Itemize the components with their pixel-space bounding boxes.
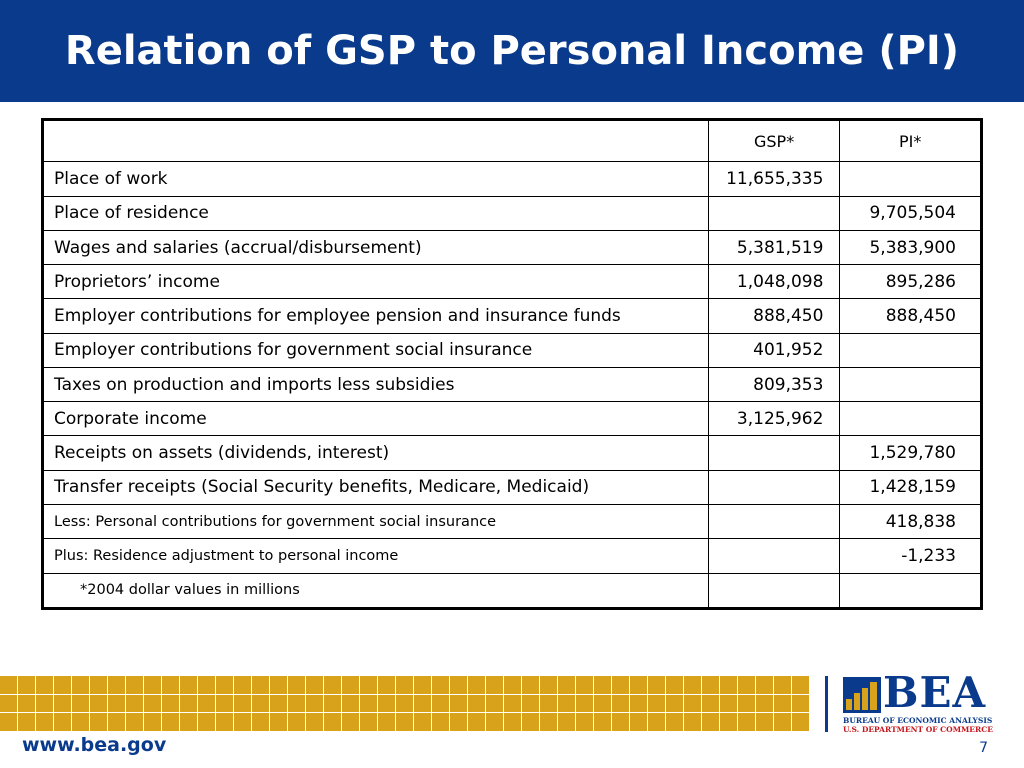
grid-square: [702, 676, 720, 695]
grid-square: [666, 695, 684, 714]
grid-square: [378, 713, 396, 732]
grid-square: [630, 713, 648, 732]
grid-square: [36, 695, 54, 714]
grid-square: [90, 676, 108, 695]
table-row: [43, 196, 982, 230]
row-gsp: 809,353: [708, 367, 840, 401]
grid-square: [630, 676, 648, 695]
grid-square: [180, 676, 198, 695]
grid-square: [18, 676, 36, 695]
grid-square: [486, 676, 504, 695]
grid-square: [126, 676, 144, 695]
grid-square: [450, 676, 468, 695]
row-gsp: 11,655,335: [708, 162, 840, 196]
grid-square: [216, 713, 234, 732]
row-gsp: [708, 505, 840, 539]
grid-square: [414, 713, 432, 732]
row-pi: 9,705,504: [840, 196, 982, 230]
grid-square: [0, 713, 18, 732]
grid-square: [108, 676, 126, 695]
grid-square: [522, 676, 540, 695]
decorative-gold-grid: [0, 676, 810, 732]
row-gsp: 1,048,098: [708, 265, 840, 299]
grid-square: [360, 713, 378, 732]
grid-square: [306, 676, 324, 695]
grid-square: [234, 713, 252, 732]
grid-square: [630, 695, 648, 714]
table-row: [43, 162, 982, 196]
grid-square: [144, 676, 162, 695]
row-pi: 1,428,159: [840, 470, 982, 504]
table-header-row: [43, 120, 982, 162]
grid-square: [504, 713, 522, 732]
row-gsp: 5,381,519: [708, 230, 840, 264]
row-pi: 895,286: [840, 265, 982, 299]
grid-square: [720, 676, 738, 695]
grid-square: [396, 713, 414, 732]
grid-square: [144, 713, 162, 732]
grid-square: [738, 676, 756, 695]
table-row: [43, 333, 982, 367]
grid-square: [792, 676, 810, 695]
row-label: Corporate income: [43, 402, 709, 436]
grid-square: [504, 676, 522, 695]
row-gsp: 3,125,962: [708, 402, 840, 436]
header-gsp: GSP*: [708, 120, 840, 162]
grid-square: [54, 676, 72, 695]
grid-square: [162, 695, 180, 714]
grid-square: [468, 695, 486, 714]
logo-wordmark: BEA: [883, 668, 987, 717]
grid-square: [720, 713, 738, 732]
grid-square: [234, 695, 252, 714]
row-gsp: [708, 436, 840, 470]
grid-square: [72, 676, 90, 695]
row-gsp: 888,450: [708, 299, 840, 333]
income-table-container: [41, 118, 983, 610]
grid-square: [324, 713, 342, 732]
row-pi: [840, 333, 982, 367]
grid-square: [216, 695, 234, 714]
grid-square: [360, 695, 378, 714]
grid-square: [612, 713, 630, 732]
grid-square: [54, 713, 72, 732]
grid-square: [90, 695, 108, 714]
income-table: [41, 118, 983, 610]
table-row: [43, 230, 982, 264]
grid-square: [0, 695, 18, 714]
grid-square: [324, 695, 342, 714]
grid-square: [648, 676, 666, 695]
grid-square: [576, 676, 594, 695]
grid-square: [234, 676, 252, 695]
row-pi: [840, 367, 982, 401]
row-gsp: 401,952: [708, 333, 840, 367]
grid-square: [792, 713, 810, 732]
grid-square: [540, 676, 558, 695]
bea-logo: [843, 668, 993, 734]
row-label: Wages and salaries (accrual/disbursement): [43, 230, 709, 264]
grid-square: [468, 713, 486, 732]
table-footnote: *2004 dollar values in millions: [43, 573, 709, 608]
grid-square: [378, 695, 396, 714]
grid-square: [126, 713, 144, 732]
grid-square: [612, 695, 630, 714]
footer-divider: [825, 676, 828, 732]
grid-square: [648, 713, 666, 732]
grid-square: [180, 713, 198, 732]
grid-square: [504, 695, 522, 714]
table-row: [43, 402, 982, 436]
row-gsp: [708, 470, 840, 504]
grid-square: [36, 676, 54, 695]
grid-square: [126, 695, 144, 714]
grid-square: [396, 695, 414, 714]
grid-square: [450, 713, 468, 732]
row-label: Employer contributions for government social insurance: [43, 333, 709, 367]
grid-square: [486, 713, 504, 732]
table-row: [43, 265, 982, 299]
grid-square: [702, 695, 720, 714]
grid-square: [738, 713, 756, 732]
grid-square: [108, 713, 126, 732]
note-pi-empty: [840, 573, 982, 608]
grid-square: [666, 676, 684, 695]
row-pi: 418,838: [840, 505, 982, 539]
row-label: Receipts on assets (dividends, interest): [43, 436, 709, 470]
grid-square: [198, 713, 216, 732]
grid-square: [162, 713, 180, 732]
row-label: Place of work: [43, 162, 709, 196]
grid-square: [360, 676, 378, 695]
grid-square: [198, 695, 216, 714]
logo-line-bureau: BUREAU OF ECONOMIC ANALYSIS: [843, 716, 993, 725]
grid-square: [252, 695, 270, 714]
header-pi: PI*: [840, 120, 982, 162]
grid-square: [594, 676, 612, 695]
grid-square: [18, 695, 36, 714]
grid-square: [342, 713, 360, 732]
grid-square: [558, 695, 576, 714]
note-gsp-empty: [708, 573, 840, 608]
grid-square: [252, 676, 270, 695]
grid-square: [540, 695, 558, 714]
row-pi: 888,450: [840, 299, 982, 333]
grid-square: [432, 713, 450, 732]
grid-square: [270, 695, 288, 714]
grid-square: [288, 676, 306, 695]
row-gsp: [708, 196, 840, 230]
grid-square: [558, 713, 576, 732]
footer-website-link[interactable]: www.bea.gov: [22, 734, 167, 756]
grid-square: [450, 695, 468, 714]
grid-square: [540, 713, 558, 732]
grid-square: [576, 695, 594, 714]
row-pi: [840, 402, 982, 436]
grid-square: [666, 713, 684, 732]
row-pi: 5,383,900: [840, 230, 982, 264]
grid-square: [522, 713, 540, 732]
grid-square: [612, 676, 630, 695]
table-row: [43, 470, 982, 504]
grid-square: [90, 713, 108, 732]
grid-square: [684, 676, 702, 695]
grid-square: [414, 695, 432, 714]
grid-square: [198, 676, 216, 695]
grid-square: [774, 676, 792, 695]
row-label: Plus: Residence adjustment to personal income: [43, 539, 709, 573]
header-label-cell: [43, 120, 709, 162]
row-label: Employer contributions for employee pension and insurance funds: [43, 299, 709, 333]
grid-square: [702, 713, 720, 732]
grid-square: [180, 695, 198, 714]
grid-square: [594, 713, 612, 732]
grid-square: [306, 695, 324, 714]
grid-square: [72, 713, 90, 732]
row-label: Proprietors’ income: [43, 265, 709, 299]
grid-square: [432, 676, 450, 695]
table-row: [43, 539, 982, 573]
table-row: [43, 299, 982, 333]
slide-title: Relation of GSP to Personal Income (PI): [64, 28, 960, 74]
grid-square: [342, 676, 360, 695]
grid-square: [18, 713, 36, 732]
row-pi: -1,233: [840, 539, 982, 573]
grid-square: [0, 676, 18, 695]
grid-square: [468, 676, 486, 695]
grid-square: [342, 695, 360, 714]
grid-square: [738, 695, 756, 714]
grid-square: [594, 695, 612, 714]
grid-square: [558, 676, 576, 695]
grid-square: [72, 695, 90, 714]
row-label: Transfer receipts (Social Security benefits, Medicare, Medicaid): [43, 470, 709, 504]
grid-square: [774, 695, 792, 714]
grid-square: [216, 676, 234, 695]
table-row: [43, 505, 982, 539]
grid-square: [36, 713, 54, 732]
row-pi: 1,529,780: [840, 436, 982, 470]
table-row: [43, 436, 982, 470]
grid-square: [792, 695, 810, 714]
grid-square: [270, 713, 288, 732]
grid-square: [684, 695, 702, 714]
grid-square: [252, 713, 270, 732]
bea-bar-chart-icon: [843, 677, 881, 713]
grid-square: [684, 713, 702, 732]
grid-square: [108, 695, 126, 714]
grid-square: [324, 676, 342, 695]
grid-square: [414, 676, 432, 695]
grid-square: [144, 695, 162, 714]
grid-square: [288, 695, 306, 714]
grid-square: [756, 676, 774, 695]
table-row: [43, 367, 982, 401]
grid-square: [162, 676, 180, 695]
row-label: Place of residence: [43, 196, 709, 230]
grid-square: [486, 695, 504, 714]
grid-square: [432, 695, 450, 714]
grid-square: [774, 713, 792, 732]
grid-square: [522, 695, 540, 714]
grid-square: [270, 676, 288, 695]
grid-square: [396, 676, 414, 695]
row-label: Taxes on production and imports less subsidies: [43, 367, 709, 401]
table-note-row: [43, 573, 982, 608]
row-pi: [840, 162, 982, 196]
logo-line-department: U.S. DEPARTMENT OF COMMERCE: [843, 725, 993, 734]
grid-square: [576, 713, 594, 732]
grid-square: [306, 713, 324, 732]
grid-square: [648, 695, 666, 714]
grid-square: [720, 695, 738, 714]
page-number: 7: [979, 740, 988, 756]
row-gsp: [708, 539, 840, 573]
title-bar: [0, 0, 1024, 102]
grid-square: [756, 713, 774, 732]
grid-square: [378, 676, 396, 695]
row-label: Less: Personal contributions for government social insurance: [43, 505, 709, 539]
grid-square: [288, 713, 306, 732]
grid-square: [756, 695, 774, 714]
grid-square: [54, 695, 72, 714]
